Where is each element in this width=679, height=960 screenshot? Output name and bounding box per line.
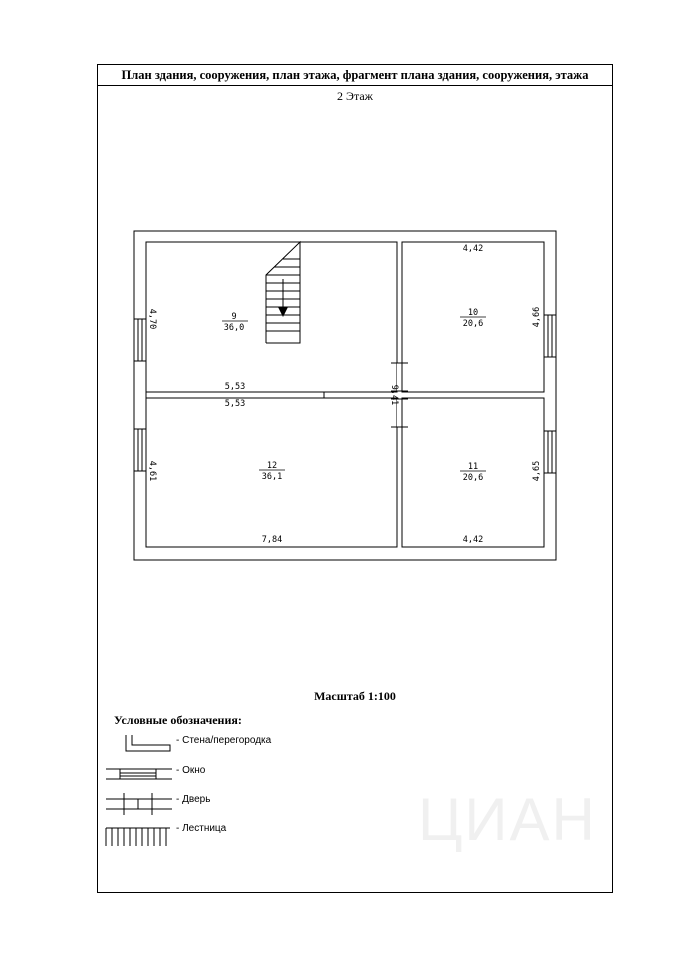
room-10-area: 20,6: [462, 319, 484, 329]
watermark: ЦИАН: [418, 786, 597, 853]
room-12-number: 12: [266, 461, 278, 471]
room-11-area: 20,6: [462, 473, 484, 483]
room-10-number: 10: [467, 308, 479, 318]
scale-label: Масштаб 1:100: [314, 689, 396, 703]
floor-label: 2 Этаж: [337, 89, 373, 103]
room-9-number: 9: [231, 312, 237, 322]
dim-room11-bottom: 4,42: [462, 535, 484, 545]
window-left-top: [134, 319, 146, 361]
legend-door-symbol: [106, 793, 172, 815]
dim-room9-left: 4,70: [147, 308, 157, 330]
legend-wall-label: - Стена/перегородка: [176, 735, 272, 746]
window-left-bottom: [134, 429, 146, 471]
plan-title: План здания, сооружения, план этажа, фрагмент плана здания, сооружения, этажа: [98, 65, 612, 86]
drawing-frame: [97, 64, 613, 893]
room-9-area: 36,0: [223, 323, 245, 333]
partition: [146, 392, 324, 398]
dim-room11-right: 4,65: [532, 460, 542, 482]
dim-corridor: 9,41: [389, 384, 399, 406]
staircase: [266, 242, 300, 343]
window-right-top: [544, 315, 556, 357]
legend-window-label: - Окно: [176, 765, 206, 776]
legend-window-symbol: [106, 769, 172, 779]
dim-room9-bottom: 5,53: [224, 382, 246, 392]
legend-stair-symbol: [106, 828, 170, 846]
dim-room10-top: 4,42: [462, 244, 484, 254]
dim-room12-left: 4,61: [147, 460, 157, 482]
legend-door-label: - Дверь: [176, 794, 211, 805]
room-12-area: 36,1: [261, 472, 283, 482]
legend-title: Условные обозначения:: [114, 713, 242, 727]
dim-room12-bottom: 7,84: [261, 535, 283, 545]
legend-stair-label: - Лестница: [176, 823, 227, 834]
window-right-bottom: [544, 431, 556, 473]
dim-room10-right: 4,66: [532, 306, 542, 328]
legend-wall-symbol: [126, 735, 170, 751]
dim-room12-top: 5,53: [224, 399, 246, 409]
room-11-number: 11: [467, 462, 479, 472]
